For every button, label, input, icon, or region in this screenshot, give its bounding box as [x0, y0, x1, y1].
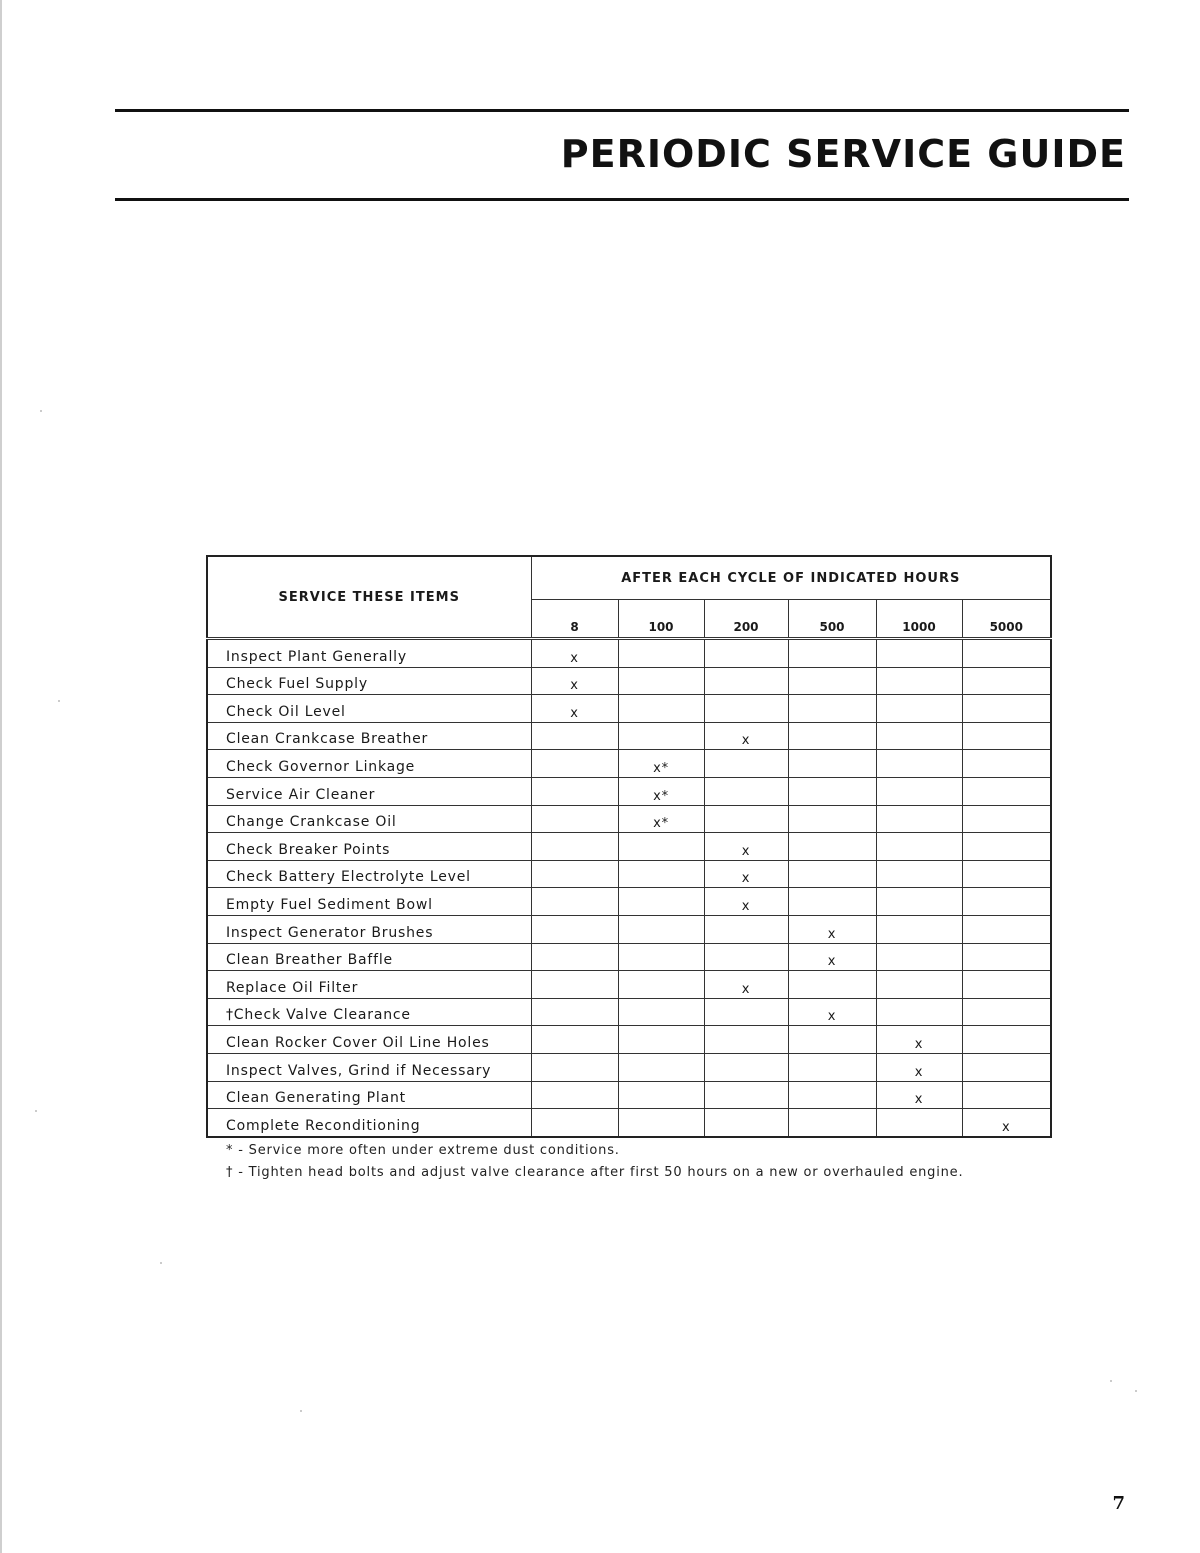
interval-mark: x	[704, 971, 788, 999]
interval-mark	[531, 860, 618, 888]
interval-mark	[962, 777, 1051, 805]
interval-mark	[704, 1081, 788, 1109]
table-row	[207, 722, 1051, 750]
interval-mark	[531, 777, 618, 805]
scan-speck	[40, 410, 42, 412]
table-row	[207, 1026, 1051, 1054]
interval-mark	[876, 1109, 962, 1137]
service-item: Complete Reconditioning	[207, 1109, 531, 1137]
interval-mark	[618, 667, 704, 695]
interval-mark	[618, 1081, 704, 1109]
interval-mark	[788, 971, 876, 999]
interval-mark	[618, 860, 704, 888]
interval-mark	[531, 1053, 618, 1081]
service-table-body	[207, 639, 1051, 1137]
interval-mark: x	[788, 943, 876, 971]
interval-mark	[962, 805, 1051, 833]
interval-mark	[962, 860, 1051, 888]
interval-mark	[704, 1109, 788, 1137]
scan-speck	[58, 700, 60, 702]
service-item: Inspect Valves, Grind if Necessary	[207, 1053, 531, 1081]
interval-mark: x*	[618, 805, 704, 833]
service-table	[206, 555, 1052, 1138]
service-item: Check Breaker Points	[207, 833, 531, 861]
table-row	[207, 998, 1051, 1026]
interval-mark	[531, 998, 618, 1026]
hour-column-header: 500	[788, 600, 876, 639]
interval-mark	[962, 915, 1051, 943]
interval-mark	[618, 915, 704, 943]
interval-mark	[876, 998, 962, 1026]
table-row	[207, 695, 1051, 723]
interval-mark	[962, 695, 1051, 723]
interval-mark	[962, 1081, 1051, 1109]
table-row	[207, 1053, 1051, 1081]
page-edge	[0, 0, 2, 1553]
interval-mark	[704, 667, 788, 695]
interval-mark	[704, 915, 788, 943]
interval-mark: x	[704, 722, 788, 750]
interval-mark	[531, 750, 618, 778]
interval-mark	[962, 888, 1051, 916]
interval-mark	[788, 833, 876, 861]
interval-mark	[788, 888, 876, 916]
interval-mark	[704, 943, 788, 971]
interval-mark	[788, 722, 876, 750]
interval-mark: x	[531, 639, 618, 668]
scan-speck	[1135, 1390, 1137, 1392]
interval-mark: x	[531, 667, 618, 695]
interval-mark: x	[704, 860, 788, 888]
page-number: 7	[1112, 1493, 1125, 1514]
scan-speck	[300, 1410, 302, 1412]
interval-mark	[876, 750, 962, 778]
interval-mark	[876, 639, 962, 668]
scan-speck	[35, 1110, 37, 1112]
table-row	[207, 833, 1051, 861]
interval-mark	[788, 1053, 876, 1081]
interval-mark	[531, 1081, 618, 1109]
interval-mark	[788, 860, 876, 888]
title-rule-bottom	[115, 198, 1129, 201]
interval-mark	[876, 971, 962, 999]
hour-column-header: 200	[704, 600, 788, 639]
page-title: PERIODIC SERVICE GUIDE	[560, 132, 1126, 176]
interval-mark	[531, 805, 618, 833]
interval-mark	[788, 1026, 876, 1054]
service-item: Clean Rocker Cover Oil Line Holes	[207, 1026, 531, 1054]
service-item: Inspect Generator Brushes	[207, 915, 531, 943]
service-item: Check Oil Level	[207, 695, 531, 723]
table-row	[207, 805, 1051, 833]
interval-mark: x	[788, 998, 876, 1026]
interval-mark	[618, 888, 704, 916]
table-row	[207, 639, 1051, 668]
service-item: Replace Oil Filter	[207, 971, 531, 999]
interval-mark	[788, 1109, 876, 1137]
service-item: Service Air Cleaner	[207, 777, 531, 805]
interval-mark	[962, 667, 1051, 695]
title-rule-top	[115, 109, 1129, 112]
interval-mark: x	[704, 888, 788, 916]
interval-mark	[876, 915, 962, 943]
scan-speck	[1110, 1380, 1112, 1382]
table-row	[207, 667, 1051, 695]
hour-column-header: 1000	[876, 600, 962, 639]
service-item: Check Fuel Supply	[207, 667, 531, 695]
table-row	[207, 943, 1051, 971]
interval-mark	[618, 639, 704, 668]
interval-mark	[531, 1109, 618, 1137]
interval-mark	[962, 833, 1051, 861]
interval-mark	[962, 943, 1051, 971]
interval-mark	[788, 777, 876, 805]
interval-mark	[962, 750, 1051, 778]
footnote-valve: † - Tighten head bolts and adjust valve clearance after first 50 hours on a new or overhauled engine.	[226, 1165, 964, 1180]
interval-mark	[962, 998, 1051, 1026]
service-item: Clean Breather Baffle	[207, 943, 531, 971]
service-item: Clean Generating Plant	[207, 1081, 531, 1109]
interval-mark	[531, 888, 618, 916]
interval-mark	[788, 667, 876, 695]
interval-mark	[788, 639, 876, 668]
interval-mark	[531, 943, 618, 971]
interval-mark	[962, 722, 1051, 750]
hour-column-header: 100	[618, 600, 704, 639]
table-row	[207, 777, 1051, 805]
hour-column-header: 5000	[962, 600, 1051, 639]
interval-mark	[531, 971, 618, 999]
table-row	[207, 1081, 1051, 1109]
service-item: Change Crankcase Oil	[207, 805, 531, 833]
interval-mark	[876, 833, 962, 861]
interval-mark	[876, 888, 962, 916]
interval-mark	[704, 1026, 788, 1054]
interval-mark: x*	[618, 750, 704, 778]
interval-mark	[704, 1053, 788, 1081]
service-item: Check Governor Linkage	[207, 750, 531, 778]
table-row	[207, 888, 1051, 916]
interval-mark	[788, 1081, 876, 1109]
hours-group-header: AFTER EACH CYCLE OF INDICATED HOURS	[531, 556, 1051, 600]
interval-mark: x	[788, 915, 876, 943]
interval-mark	[704, 777, 788, 805]
interval-mark	[788, 695, 876, 723]
interval-mark: x	[962, 1109, 1051, 1137]
interval-mark: x	[531, 695, 618, 723]
footnote-dust: * - Service more often under extreme dust conditions.	[226, 1143, 620, 1158]
interval-mark	[618, 695, 704, 723]
interval-mark	[962, 639, 1051, 668]
table-row	[207, 971, 1051, 999]
service-table-container	[206, 555, 1050, 1138]
interval-mark	[531, 722, 618, 750]
interval-mark	[531, 915, 618, 943]
interval-mark	[531, 833, 618, 861]
interval-mark	[962, 1053, 1051, 1081]
interval-mark	[876, 722, 962, 750]
interval-mark	[618, 722, 704, 750]
interval-mark: x	[876, 1026, 962, 1054]
interval-mark	[618, 971, 704, 999]
interval-mark	[876, 667, 962, 695]
interval-mark: x	[704, 833, 788, 861]
footnotes	[226, 1140, 963, 1184]
service-item: Check Battery Electrolyte Level	[207, 860, 531, 888]
interval-mark	[876, 805, 962, 833]
table-row	[207, 860, 1051, 888]
interval-mark	[788, 805, 876, 833]
interval-mark	[876, 695, 962, 723]
interval-mark	[618, 943, 704, 971]
interval-mark	[618, 1026, 704, 1054]
service-item: Empty Fuel Sediment Bowl	[207, 888, 531, 916]
hour-column-header: 8	[531, 600, 618, 639]
interval-mark	[876, 777, 962, 805]
table-row	[207, 915, 1051, 943]
interval-mark	[618, 1053, 704, 1081]
interval-mark	[618, 1109, 704, 1137]
interval-mark: x	[876, 1053, 962, 1081]
interval-mark	[704, 805, 788, 833]
service-item: Inspect Plant Generally	[207, 639, 531, 668]
interval-mark: x*	[618, 777, 704, 805]
interval-mark	[704, 695, 788, 723]
interval-mark	[618, 833, 704, 861]
interval-mark: x	[876, 1081, 962, 1109]
scan-speck	[160, 1262, 162, 1264]
interval-mark	[531, 1026, 618, 1054]
interval-mark	[788, 750, 876, 778]
service-item: †Check Valve Clearance	[207, 998, 531, 1026]
service-item: Clean Crankcase Breather	[207, 722, 531, 750]
interval-mark	[876, 943, 962, 971]
items-column-header: SERVICE THESE ITEMS	[207, 556, 531, 639]
interval-mark	[876, 860, 962, 888]
interval-mark	[704, 750, 788, 778]
interval-mark	[704, 639, 788, 668]
interval-mark	[962, 1026, 1051, 1054]
interval-mark	[962, 971, 1051, 999]
interval-mark	[704, 998, 788, 1026]
table-row	[207, 750, 1051, 778]
table-row	[207, 1109, 1051, 1137]
interval-mark	[618, 998, 704, 1026]
